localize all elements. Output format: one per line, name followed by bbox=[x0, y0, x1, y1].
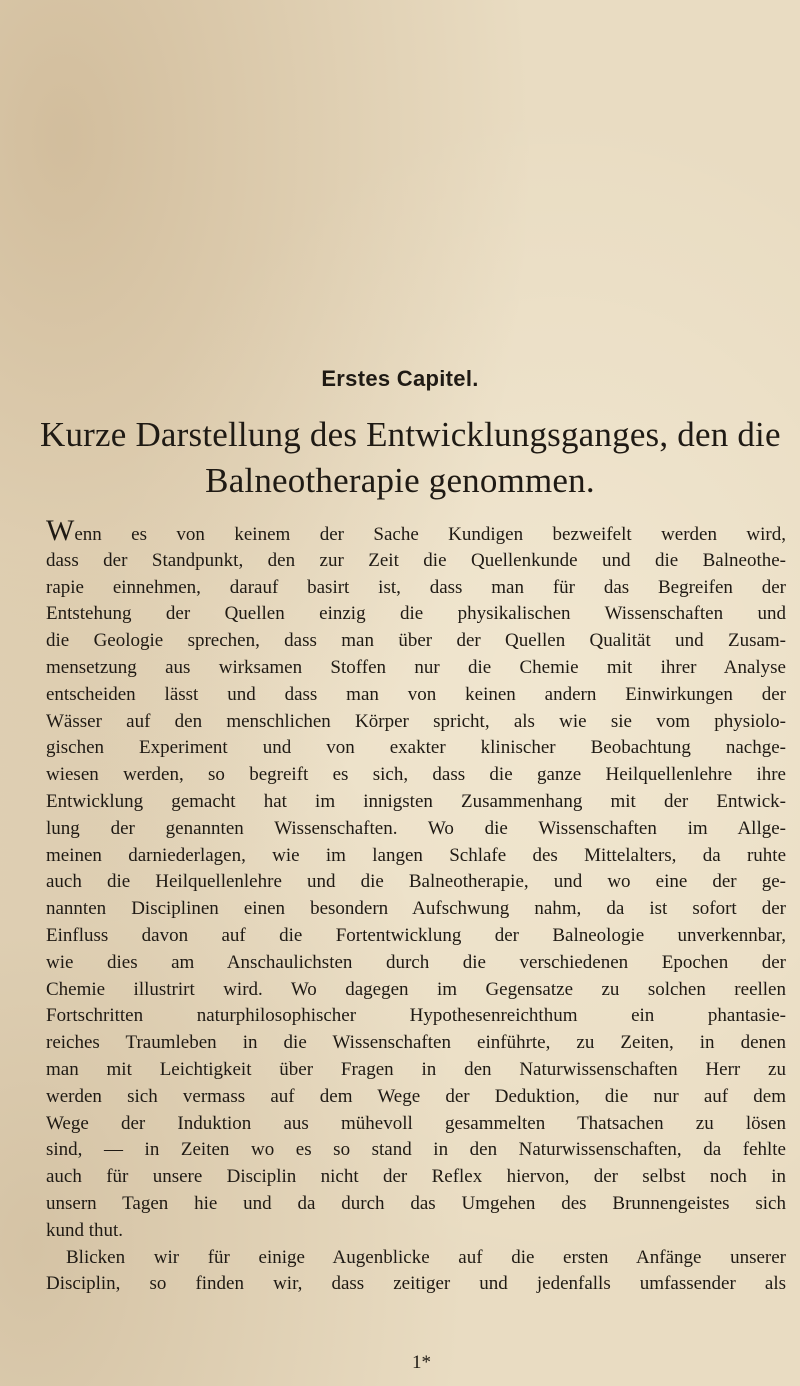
signature-mark: 1* bbox=[412, 1352, 431, 1373]
paragraph-line: man mit Leichtigkeit über Fragen in den Naturwissenschaften Herr zu bbox=[46, 1058, 786, 1080]
paragraph-line: werden sich vermass auf dem Wege der Deduktion, die nur auf dem bbox=[46, 1085, 786, 1107]
drop-cap: W bbox=[46, 514, 75, 547]
paragraph-line: Wege der Induktion aus mühevoll gesammelten Thatsachen zu lösen bbox=[46, 1112, 786, 1134]
paragraph-line: Blicken wir für einige Augenblicke auf die ersten Anfänge unserer bbox=[66, 1246, 786, 1268]
paragraph-line: die Geologie sprechen, dass man über der Quellen Qualität und Zusam- bbox=[46, 630, 786, 652]
paragraph-line: Entstehung der Quellen einzig die physikalischen Wissenschaften und bbox=[46, 603, 786, 625]
paragraph-line: Disciplin, so finden wir, dass zeitiger und jedenfalls umfassender als bbox=[46, 1273, 786, 1295]
body-text bbox=[46, 514, 786, 1298]
paragraph-line: Fortschritten naturphilosophischer Hypothesenreichthum ein phantasie- bbox=[46, 1005, 786, 1027]
paragraph-line: kund thut. bbox=[46, 1219, 124, 1241]
paragraph-line bbox=[46, 514, 786, 548]
paragraph-line: entscheiden lässt und dass man von keinen andern Einwirkungen der bbox=[46, 683, 786, 705]
paragraph-line: wie dies am Anschaulichsten durch die verschiedenen Epochen der bbox=[46, 951, 786, 973]
paragraph-line: dass der Standpunkt, den zur Zeit die Quellenkunde und die Balneothe- bbox=[46, 549, 786, 571]
paragraph-line-text: enn es von keinem der Sache Kundigen bezweifelt werden wird, bbox=[74, 524, 786, 545]
chapter-title-line: Kurze Darstellung des Entwicklungsganges, den die bbox=[40, 415, 781, 454]
paragraph-line: auch die Heilquellenlehre und die Balneotherapie, und wo eine der ge- bbox=[46, 871, 786, 893]
chapter-title-line: Balneotherapie genommen. bbox=[205, 461, 595, 500]
paragraph-line: reiches Traumleben in die Wissenschaften einführte, zu Zeiten, in denen bbox=[46, 1032, 786, 1054]
paragraph-line: meinen darniederlagen, wie im langen Schlafe des Mittelalters, da ruhte bbox=[46, 844, 786, 866]
paragraph-line: gischen Experiment und von exakter klinischer Beobachtung nachge- bbox=[46, 737, 786, 759]
paragraph-line: nannten Disciplinen einen besondern Aufschwung nahm, da ist sofort der bbox=[46, 898, 786, 920]
paragraph-line: Chemie illustrirt wird. Wo dagegen im Gegensatze zu solchen reellen bbox=[46, 978, 786, 1000]
paragraph-line: auch für unsere Disciplin nicht der Reflex hiervon, der selbst noch in bbox=[46, 1166, 786, 1188]
paragraph-line: lung der genannten Wissenschaften. Wo die Wissenschaften im Allge- bbox=[46, 817, 786, 839]
chapter-label: Erstes Capitel. bbox=[321, 366, 479, 391]
chapter-title bbox=[40, 412, 781, 504]
paragraph-line: Entwicklung gemacht hat im innigsten Zusammenhang mit der Entwick- bbox=[46, 790, 786, 812]
paragraph-line: unsern Tagen hie und da durch das Umgehen des Brunnengeistes sich bbox=[46, 1192, 786, 1214]
paragraph-line: mensetzung aus wirksamen Stoffen nur die Chemie mit ihrer Analyse bbox=[46, 656, 786, 678]
paragraph-line: wiesen werden, so begreift es sich, dass die ganze Heilquellenlehre ihre bbox=[46, 764, 786, 786]
paragraph-line: Wässer auf den menschlichen Körper spricht, als wie sie vom physiolo- bbox=[46, 710, 786, 732]
paragraph-line: Einfluss davon auf die Fortentwicklung der Balneologie unverkennbar, bbox=[46, 924, 786, 946]
paragraph-line: rapie einnehmen, darauf basirt ist, dass man für das Begreifen der bbox=[46, 576, 786, 598]
paragraph-line: sind, — in Zeiten wo es so stand in den Naturwissenschaften, da fehlte bbox=[46, 1139, 786, 1161]
